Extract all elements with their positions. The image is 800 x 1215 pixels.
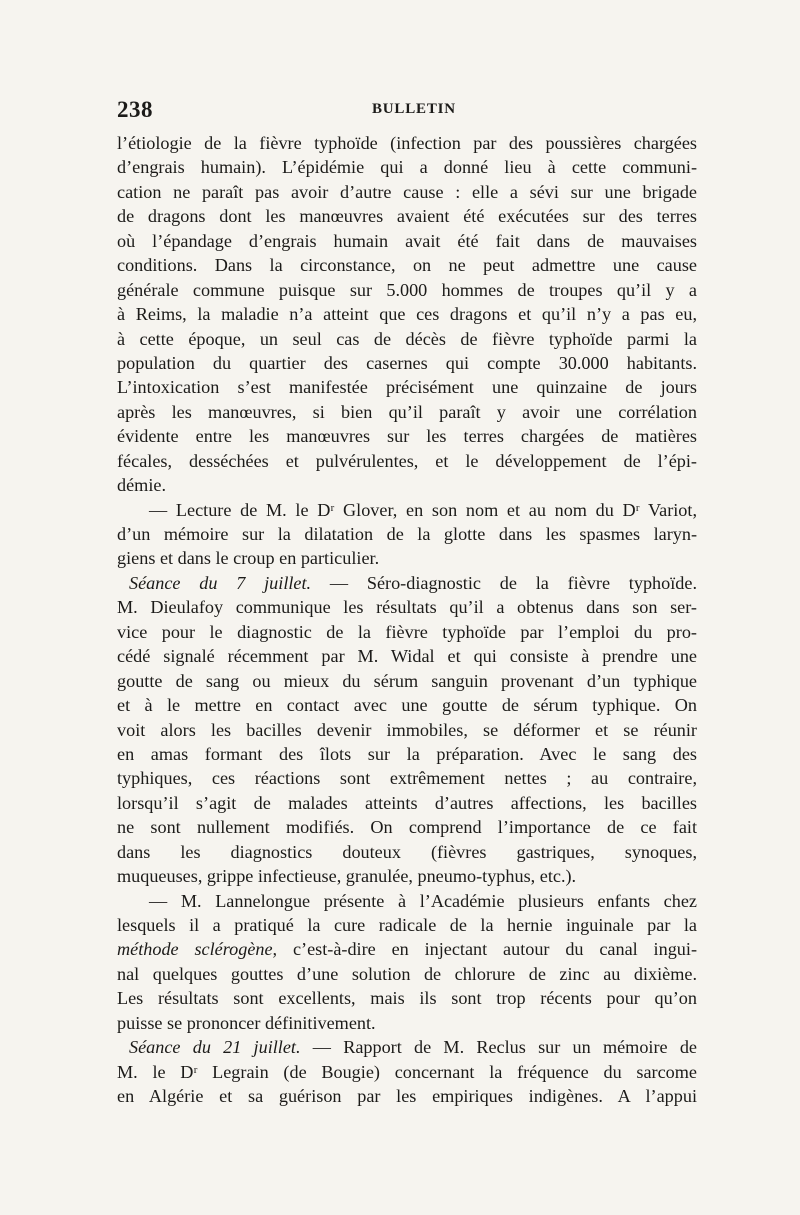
seance-date-italic: Séance du 7 juillet. <box>129 572 312 593</box>
text-line: puisse se prononcer définitivement. <box>117 1012 376 1033</box>
text-line: muqueuses, grippe infectieuse, granulée, pneumo-typhus, etc.). <box>117 866 577 887</box>
seance-heading-line <box>117 1035 697 1059</box>
text-line: L’intoxication s’est manifestée précisément une quinzaine de jours <box>117 377 697 398</box>
text-line: — Lecture de M. le Dʳ Glover, en son nom et au nom du Dʳ Variot, <box>149 499 697 520</box>
text-line: démie. <box>117 475 166 496</box>
text-line: en amas formant des îlots sur la préparation. Avec le sang des <box>117 743 697 764</box>
text-line: typhiques, ces réactions sont extrêmement nettes ; au contraire, <box>117 768 697 789</box>
text-line: d’un mémoire sur la dilatation de la glotte dans les spasmes laryn- <box>117 524 697 544</box>
page-header <box>117 97 697 127</box>
text-line: M. Dieulafoy communique les résultats qu’il a obtenus dans son ser- <box>117 597 697 618</box>
methode-line <box>117 937 697 961</box>
text-line: de dragons dont les manœuvres avaient été exécutées sur des terres <box>117 206 697 227</box>
seance-heading-line <box>117 571 697 595</box>
text-line: à cette époque, un seul cas de décès de fièvre typhoïde parmi la <box>117 328 697 349</box>
text-line: vice pour le diagnostic de la fièvre typhoïde par l’emploi du pro- <box>117 621 697 642</box>
text-line: lesquels il a pratiqué la cure radicale de la hernie inguinale par la <box>117 915 697 935</box>
page-number: 238 <box>117 97 153 122</box>
text-line: à Reims, la maladie n’a atteint que ces dragons et qu’il n’y a pas eu, <box>117 304 697 325</box>
text-line: dans les diagnostics douteux (fièvres gastriques, synoques, <box>117 841 697 862</box>
text-line: lorsqu’il s’agit de malades atteints d’autres affections, les bacilles <box>117 792 697 813</box>
seance-heading-rest: — Séro-diagnostic de la fièvre typhoïde. <box>311 572 697 593</box>
text-line: — M. Lannelongue présente à l’Académie plusieurs enfants chez <box>149 890 697 911</box>
methode-italic: méthode sclérogène, <box>117 939 278 960</box>
text-line: voit alors les bacilles devenir immobiles, se déformer et se réunir <box>117 719 697 740</box>
text-line: et à le mettre en contact avec une goutte de sérum typhique. On <box>117 695 697 716</box>
text-line: giens et dans le croup en particulier. <box>117 548 380 569</box>
text-line: M. le Dʳ Legrain (de Bougie) concernant la fréquence du sarcome <box>117 1061 697 1082</box>
text-line: conditions. Dans la circonstance, on ne peut admettre une cause <box>117 255 697 276</box>
text-line: en Algérie et sa guérison par les empiriques indigènes. A l’appui <box>117 1086 697 1107</box>
text-line: cation ne paraît pas avoir d’autre cause : elle a sévi sur une brigade <box>117 181 697 202</box>
text-line: d’engrais humain). L’épidémie qui a donné lieu à cette communi- <box>117 157 697 178</box>
body-text <box>117 131 697 1109</box>
seance-heading-rest: — Rapport de M. Reclus sur un mémoire de <box>300 1037 697 1058</box>
text-line: l’étiologie de la fièvre typhoïde (infection par des poussières chargées <box>117 133 697 153</box>
running-head: BULLETIN <box>372 101 456 117</box>
text-line: générale commune puisque sur 5.000 hommes de troupes qu’il y a <box>117 279 697 300</box>
text-line: goutte de sang ou mieux du sérum sanguin provenant d’un typhique <box>117 670 697 691</box>
text-line: population du quartier des casernes qui compte 30.000 habitants. <box>117 352 697 373</box>
text-line: nal quelques gouttes d’une solution de chlorure de zinc au dixième. <box>117 963 697 984</box>
methode-rest: c’est-à-dire en injectant autour du canal ingui- <box>277 939 697 960</box>
text-line: après les manœuvres, si bien qu’il paraît y avoir une corrélation <box>117 401 697 422</box>
seance-date-italic: Séance du 21 juillet. <box>129 1037 301 1058</box>
text-line: ne sont nullement modifiés. On comprend l’importance de ce fait <box>117 817 697 838</box>
text-line: où l’épandage d’engrais humain avait été fait dans de mauvaises <box>117 230 697 251</box>
text-line: cédé signalé récemment par M. Widal et qui consiste à prendre une <box>117 646 697 667</box>
text-line: évidente entre les manœuvres sur les terres chargées de matières <box>117 426 697 447</box>
text-line: fécales, desséchées et pulvérulentes, et le développement de l’épi- <box>117 450 697 471</box>
text-line: Les résultats sont excellents, mais ils sont trop récents pour qu’on <box>117 988 697 1009</box>
